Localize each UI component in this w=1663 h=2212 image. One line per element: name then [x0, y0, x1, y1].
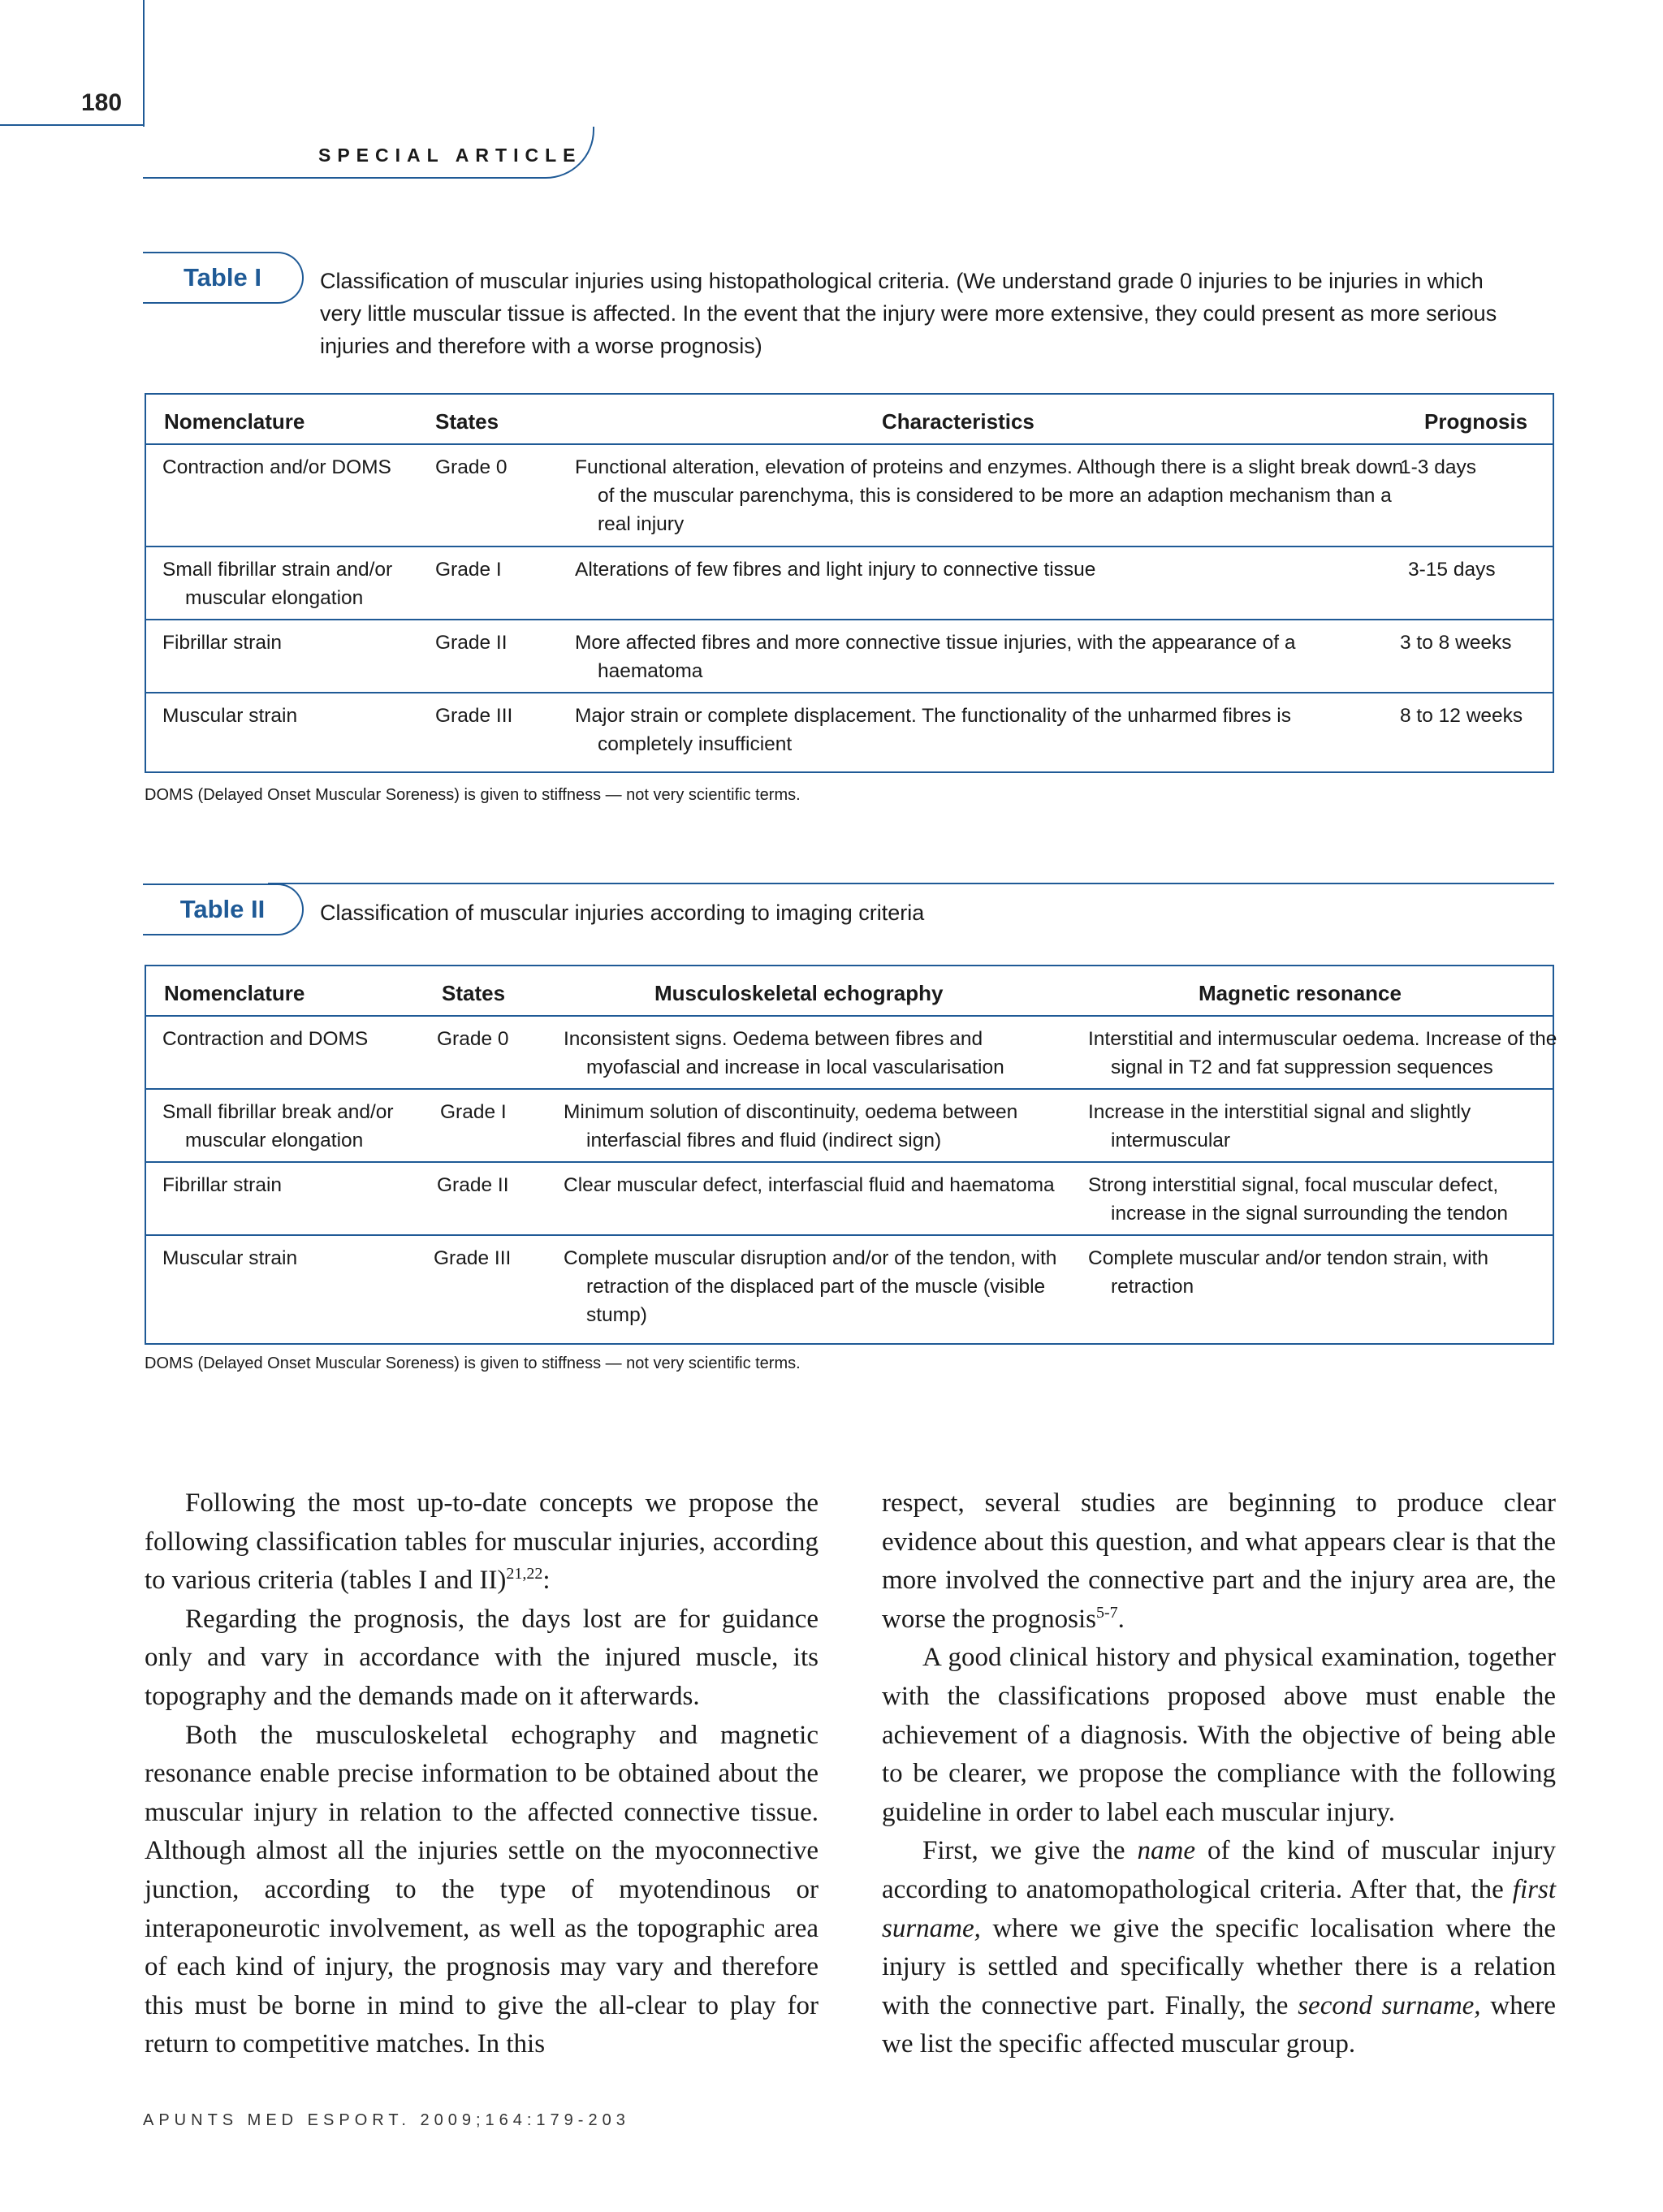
body-left-p2: Regarding the prognosis, the days lost are for guidance only and vary in accordance with the injured muscle, its topography and the demands made on it afterwards. [145, 1604, 819, 1711]
table1-r3-prognosis: 3 to 8 weeks [1400, 632, 1512, 654]
body-right-p2: A good clinical history and physical examination, together with the classifications proposed above must enable the achievement of a diagnosis. With the objective of being able to be clearer, we propose the compliance with the following guideline in order to label each muscular injury. [882, 1643, 1556, 1827]
table1-caption: Classification of muscular injuries using histopathological criteria. (We understand grade 0 injuries to be injuries in which very little muscular tissue is affected. In the event that the injury were more extensive, they could present as more serious injuries and therefore with a worse prognosis) [320, 269, 1497, 358]
header-horizontal-rule [0, 124, 145, 126]
table1-r4-state: Grade III [435, 705, 513, 727]
table1-r4-characteristics: Major strain or complete displacement. The functionality of the unharmed fibres is completely insufficient [575, 705, 1291, 755]
body-right-p3-second: second surname, [1298, 1990, 1481, 2020]
body-right-p1 [882, 1484, 1556, 1639]
table2-r3-resonance: Strong interstitial signal, focal muscular defect, increase in the signal surrounding the tendon [1088, 1174, 1508, 1225]
table2-header-nomenclature: Nomenclature [164, 981, 305, 1005]
table-row [146, 1015, 1557, 1090]
table2-r4-state: Grade III [434, 1247, 512, 1269]
table2-r1-echography: Inconsistent signs. Oedema between fibres and myofascial and increase in local vascularisation [564, 1028, 1004, 1078]
body-left-p3: Both the musculoskeletal echography and magnetic resonance enable precise information to be obtained about the muscular injury in relation to the affected connective tissue. Although almost all the injuries settle on the myoconnective junction, according to the type of myotendinous or interaponeurotic involvement, as well as the topographic area of each kind of injury, the prognosis may vary and therefore this must be borne in mind to give the all-clear to play for return to competitive matches. In this [145, 1720, 819, 2059]
header-vertical-rule [143, 0, 145, 127]
table1-r1-characteristics: Functional alteration, elevation of proteins and enzymes. Although there is a slight break down of the muscular parenchyma, this is considered to be more an adaption mechanism than a real injury [575, 456, 1404, 535]
body-left-p1-text: Following the most up-to-date concepts we propose the following classification tables for muscular injuries, according to various criteria (tables I and II) [145, 1488, 819, 1596]
table2-caption: Classification of muscular injuries according to imaging criteria [320, 901, 925, 925]
table-row [146, 546, 1553, 620]
table2 [145, 965, 1557, 1345]
table2-label-underline [143, 934, 273, 935]
table-row [146, 619, 1553, 693]
table1-header-prognosis: Prognosis [1424, 409, 1528, 434]
table-row [146, 1088, 1553, 1163]
table1-label: Table I [143, 252, 304, 304]
body-right-p3-name: name [1137, 1836, 1196, 1866]
table-row [146, 692, 1553, 771]
table1-note: DOMS (Delayed Onset Muscular Soreness) is given to stiffness — not very scientific terms. [145, 786, 801, 804]
table2-r2-nomenclature: Small fibrillar break and/or muscular elongation [162, 1101, 394, 1151]
table2-top-rule [268, 883, 1554, 884]
table1 [145, 393, 1554, 773]
table1-r3-characteristics: More affected fibres and more connective tissue injuries, with the appearance of a haematoma [575, 632, 1296, 682]
table2-header-resonance: Magnetic resonance [1199, 981, 1402, 1005]
body-left-p1-end: : [542, 1566, 551, 1596]
table2-r1-state: Grade 0 [437, 1028, 509, 1050]
citation-sup: 5-7 [1095, 1603, 1118, 1622]
table2-r1-resonance: Interstitial and intermuscular oedema. Increase of the signal in T2 and fat suppression sequences [1088, 1028, 1557, 1078]
body-right-p3-a: First, we give the [922, 1836, 1138, 1866]
body-right-p3-b: of the kind of muscular injury according to anatomopathological criteria. After that, the [882, 1836, 1556, 1904]
table1-header-states: States [435, 409, 499, 434]
table2-r4-resonance: Complete muscular and/or tendon strain, with retraction [1088, 1247, 1488, 1298]
table1-r4-prognosis: 8 to 12 weeks [1400, 705, 1523, 727]
table1-r1-nomenclature: Contraction and/or DOMS [162, 456, 391, 478]
table2-r1-nomenclature: Contraction and DOMS [162, 1028, 369, 1050]
table2-r4-echography: Complete muscular disruption and/or of the tendon, with retraction of the displaced part of the muscle (visible stump) [564, 1247, 1057, 1326]
body-right-p1-end: . [1117, 1604, 1125, 1634]
table2-r4-nomenclature: Muscular strain [162, 1247, 298, 1269]
table1-header-characteristics: Characteristics [882, 409, 1035, 434]
table1-r2-characteristics: Alterations of few fibres and light injury to connective tissue [575, 559, 1096, 581]
body-left-p1 [145, 1484, 819, 1601]
table1-r3-state: Grade II [435, 632, 508, 654]
table2-r2-state: Grade I [440, 1101, 507, 1123]
table2-r2-echography: Minimum solution of discontinuity, oedema between interfascial fibres and fluid (indirect sign) [564, 1101, 1018, 1151]
page-number: 180 [81, 89, 123, 116]
table2-note: DOMS (Delayed Onset Muscular Soreness) is given to stiffness — not very scientific terms. [145, 1354, 801, 1372]
table1-label-underline [143, 302, 273, 304]
citation-sup: 21,22 [506, 1565, 543, 1583]
table1-r1-prognosis: 1-3 days [1400, 456, 1476, 478]
footer-citation: APUNTS MED ESPORT. 2009;164:179-203 [143, 2111, 630, 2129]
body-right-column [882, 1484, 1556, 2064]
table2-label: Table II [143, 884, 304, 935]
table2-r3-nomenclature: Fibrillar strain [162, 1174, 283, 1196]
table-row [146, 1234, 1553, 1343]
table1-r4-nomenclature: Muscular strain [162, 705, 298, 727]
table1-r1-state: Grade 0 [435, 456, 508, 478]
table2-r3-state: Grade II [437, 1174, 509, 1196]
table-row [146, 1161, 1553, 1236]
table1-r3-nomenclature: Fibrillar strain [162, 632, 283, 654]
table1-r2-prognosis: 3-15 days [1408, 559, 1496, 581]
body-right-p3-d: where we list the specific affected muscular group. [882, 1990, 1556, 2059]
table2-header-echography: Musculoskeletal echography [654, 981, 944, 1005]
table-row [146, 443, 1553, 535]
table1-r2-nomenclature: Small fibrillar strain and/or muscular elongation [162, 559, 393, 609]
table1-r2-state: Grade I [435, 559, 502, 581]
table2-r3-echography: Clear muscular defect, interfascial fluid and haematoma [564, 1174, 1055, 1196]
body-right-p3-first: first surname, [882, 1874, 1556, 1943]
body-right-p3-c: where we give the specific localisation where the injury is settled and specifically whether there is a relation with the connective part. Finally, the [882, 1913, 1556, 2020]
body-right-p1-text: respect, several studies are beginning to produce clear evidence about this question, and what appears clear is that the more involved the connective part and the injury area are, the worse the prognosis [882, 1488, 1556, 1634]
section-label: SPECIAL ARTICLE [318, 145, 582, 166]
body-right-p3 [882, 1832, 1556, 2064]
body-left-column [145, 1484, 819, 2064]
table2-header-states: States [442, 981, 506, 1005]
table1-header-nomenclature: Nomenclature [164, 409, 305, 434]
table2-r2-resonance: Increase in the interstitial signal and slightly intermuscular [1088, 1101, 1471, 1151]
